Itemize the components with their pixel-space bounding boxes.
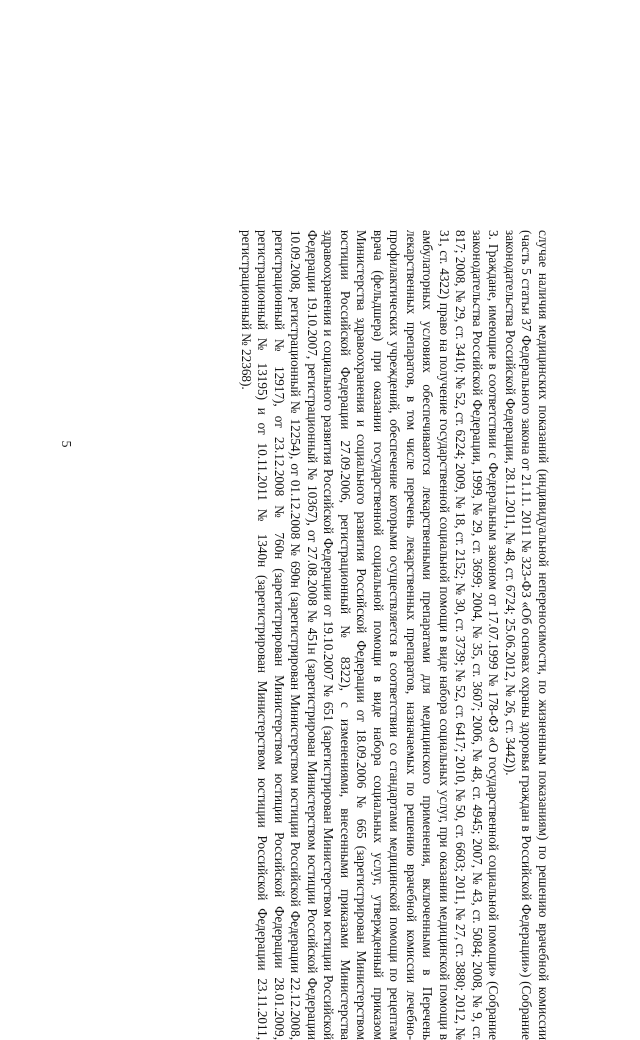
paragraph-continuation: случае наличия медицинских показаний (индивидуальной непереносимости, по жизненным показаниям) по решению врачебной комиссии (часть 5 статьи 37 Федерального закона от 21.11. 2011 № 323-ФЗ «Об основах охраны здоровья граждан в Российской Федерации») (Собрание законодательства Российской Федерации, 28.11.2011, № 48, ст. 6724; 25.06.2012, № 26, ст. 3442)). (503, 230, 551, 1040)
document-body (155, 230, 551, 1040)
page-number: 5 (58, 440, 73, 448)
paragraph-3: 3. Граждане, имеющие в соответствии с Федеральным законом от 17.07.1999 № 178-ФЗ «О государственной социальной помощи» (Собрание законодательства Российской Федерации, 1999, № 29, ст. 3699; 2004, № 35, ст. 3607; 2006, № 48, ст. 4945; 2007, № 43, ст. 5084; 2008, № 9, ст. 817; 2008, № 29, ст. 3410; № 52, ст. 6224; 2009, № 18, ст. 2152; № 30, ст. 3739; № 52, ст. 6417; 2010, № 50, ст. 6603; 2011, № 27, ст. 3880; 2012, № 31, ст. 4322) право на получение государственной социальной помощи в виде набора социальных услуг, при оказании медицинской помощи в амбулаторных условиях обеспечиваются лекарственными препаратами для медицинского применения, включенными в Перечень лекарственных препаратов, в том числе перечень лекарственных препаратов, назначаемых по решению врачебной комиссии лечебно-профилактических учреждений, обеспечение которыми осуществляется в соответствии со стандартами медицинской помощи по рецептам врача (фельдшера) при оказании государственной социальной помощи в виде набора социальных услуг, утвержденный приказом Министерства здравоохранения и социального развития Российской Федерации от 18.09.2006 № 665 (зарегистрирован Министерством юстиции Российской Федерации 27.09.2006, регистрационный № 8322), с изменениями, внесенными приказами Министерства здравоохранения и социального развития Российской Федерации от 19.10.2007 № 651 (зарегистрирован Министерством юстиции Российской Федерации 19.10.2007, регистрационный № 10367), от 27.08.2008 № 451н (зарегистрирован Министерством юстиции Российской Федерации 10.09.2008, регистрационный № 12254), от 01.12.2008 № 690н (зарегистрирован Министерством юстиции Российской Федерации 22.12.2008, регистрационный № 12917), от 23.12.2008 № 760н (зарегистрирован Министерством юстиции Российской Федерации 28.01.2009, регистрационный № 13195) и от 10.11.2011 № 1340н (зарегистрирован Министерством юстиции Российской Федерации 23.11.2011, регистрационный № 22368). (239, 230, 502, 1040)
